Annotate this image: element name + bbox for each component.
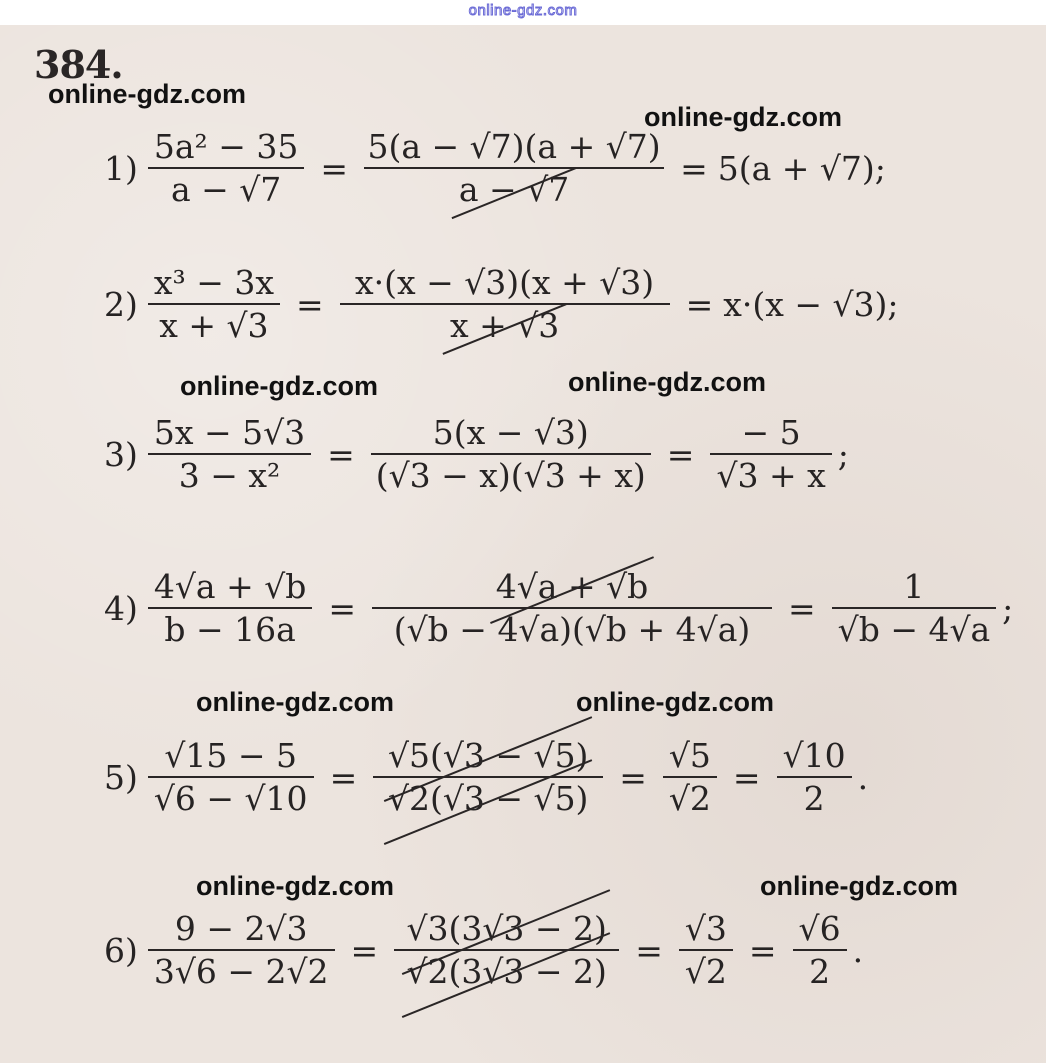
denominator: 2 xyxy=(809,952,831,992)
cancelled-numerator: √5(√3 − √5) xyxy=(382,735,594,776)
result-fraction xyxy=(832,566,996,651)
final-fraction xyxy=(777,735,852,820)
numerator: 5(a − √7)(a + √7) xyxy=(367,127,661,166)
final-fraction xyxy=(793,908,847,993)
equation-label: 2) xyxy=(104,284,138,324)
cancelled-denominator: x + √3 xyxy=(444,305,565,346)
result-fraction xyxy=(663,735,717,820)
cancelled-numerator: 4√a + √b xyxy=(490,566,654,607)
left-fraction xyxy=(148,566,312,651)
punctuation: ; xyxy=(837,434,849,474)
denominator: √2 xyxy=(684,952,727,992)
punctuation: . xyxy=(852,930,864,970)
equals-sign: = xyxy=(329,757,358,797)
equation-label: 3) xyxy=(104,434,138,474)
denominator: (√b − 4√a)(√b + 4√a) xyxy=(393,610,751,650)
equals-sign: = xyxy=(666,434,695,474)
watermark: online-gdz.com xyxy=(180,371,378,401)
cancelled-denominator: a − √7 xyxy=(453,169,575,210)
numerator: − 5 xyxy=(741,413,801,452)
numerator: 9 − 2√3 xyxy=(174,909,308,948)
denominator: √6 − √10 xyxy=(153,779,308,819)
top-watermark: online-gdz.com xyxy=(468,2,578,19)
denominator: (√3 − x)(√3 + x) xyxy=(375,456,646,496)
numerator: √3 xyxy=(684,909,727,948)
numerator: √10 xyxy=(782,736,846,775)
watermark: online-gdz.com xyxy=(48,79,246,109)
denominator: 2 xyxy=(803,779,825,819)
middle-fraction xyxy=(372,566,772,651)
middle-fraction xyxy=(373,735,603,820)
equals-sign: = xyxy=(685,284,714,324)
numerator: 5x − 5√3 xyxy=(153,413,306,452)
equation-4 xyxy=(104,566,1013,651)
numerator: 5a² − 35 xyxy=(153,127,299,166)
left-fraction xyxy=(148,126,305,211)
denominator: √b − 4√a xyxy=(837,610,991,650)
numerator: √15 − 5 xyxy=(164,736,298,775)
equals-sign: = xyxy=(788,588,816,628)
numerator: x·(x − √3)(x + √3) xyxy=(355,263,655,302)
watermark: online-gdz.com xyxy=(576,687,774,717)
result-fraction xyxy=(679,908,733,993)
equation-label: 6) xyxy=(104,930,138,970)
numerator: 1 xyxy=(903,567,925,606)
equation-2 xyxy=(104,262,899,347)
equation-1 xyxy=(104,126,886,211)
equals-sign: = xyxy=(748,930,777,970)
watermark: online-gdz.com xyxy=(568,367,766,397)
left-fraction xyxy=(148,735,314,820)
equation-label: 5) xyxy=(104,757,138,797)
denominator: 3 − x² xyxy=(178,456,281,496)
equals-sign: = xyxy=(320,148,349,188)
equals-sign: = xyxy=(732,757,761,797)
middle-fraction xyxy=(371,412,651,497)
equals-sign: = xyxy=(635,930,663,970)
punctuation: . xyxy=(857,757,869,797)
denominator: b − 16a xyxy=(164,610,296,650)
denominator: √3 + x xyxy=(716,456,826,496)
equals-sign: = xyxy=(350,930,379,970)
result: 5(a + √7); xyxy=(717,148,886,188)
watermark: online-gdz.com xyxy=(644,102,842,132)
punctuation: ; xyxy=(1002,588,1014,628)
cancelled-denominator: √2(√3 − √5) xyxy=(382,778,594,819)
denominator: a − √7 xyxy=(170,170,282,210)
equation-label: 1) xyxy=(104,148,138,188)
equals-sign: = xyxy=(619,757,647,797)
left-fraction xyxy=(148,262,280,347)
result-fraction xyxy=(710,412,831,497)
denominator: 3√6 − 2√2 xyxy=(153,952,329,992)
left-fraction xyxy=(148,412,311,497)
denominator: x + √3 xyxy=(159,306,269,346)
top-bar xyxy=(0,0,1046,25)
numerator: x³ − 3x xyxy=(153,263,274,302)
numerator: 5(x − √3) xyxy=(432,413,589,452)
equation-label: 4) xyxy=(104,588,138,628)
watermark: online-gdz.com xyxy=(196,687,394,717)
watermark: online-gdz.com xyxy=(760,871,958,901)
equation-3 xyxy=(104,412,849,497)
equals-sign: = xyxy=(680,148,708,188)
equation-6 xyxy=(104,908,863,993)
middle-fraction xyxy=(340,262,670,347)
middle-fraction xyxy=(364,126,664,211)
numerator: 4√a + √b xyxy=(153,567,307,606)
middle-fraction xyxy=(394,908,619,993)
problem-number: 384. xyxy=(34,42,123,87)
equals-sign: = xyxy=(328,588,357,628)
equals-sign: = xyxy=(327,434,355,474)
numerator: √6 xyxy=(798,909,841,948)
numerator: √5 xyxy=(668,736,711,775)
denominator: √2 xyxy=(668,779,711,819)
cancelled-denominator: √2(3√3 − 2) xyxy=(400,951,612,992)
cancelled-numerator: √3(3√3 − 2) xyxy=(400,908,612,949)
equals-sign: = xyxy=(295,284,324,324)
watermark: online-gdz.com xyxy=(196,871,394,901)
left-fraction xyxy=(148,908,335,993)
equation-5 xyxy=(104,735,868,820)
result: x·(x − √3); xyxy=(723,284,899,324)
